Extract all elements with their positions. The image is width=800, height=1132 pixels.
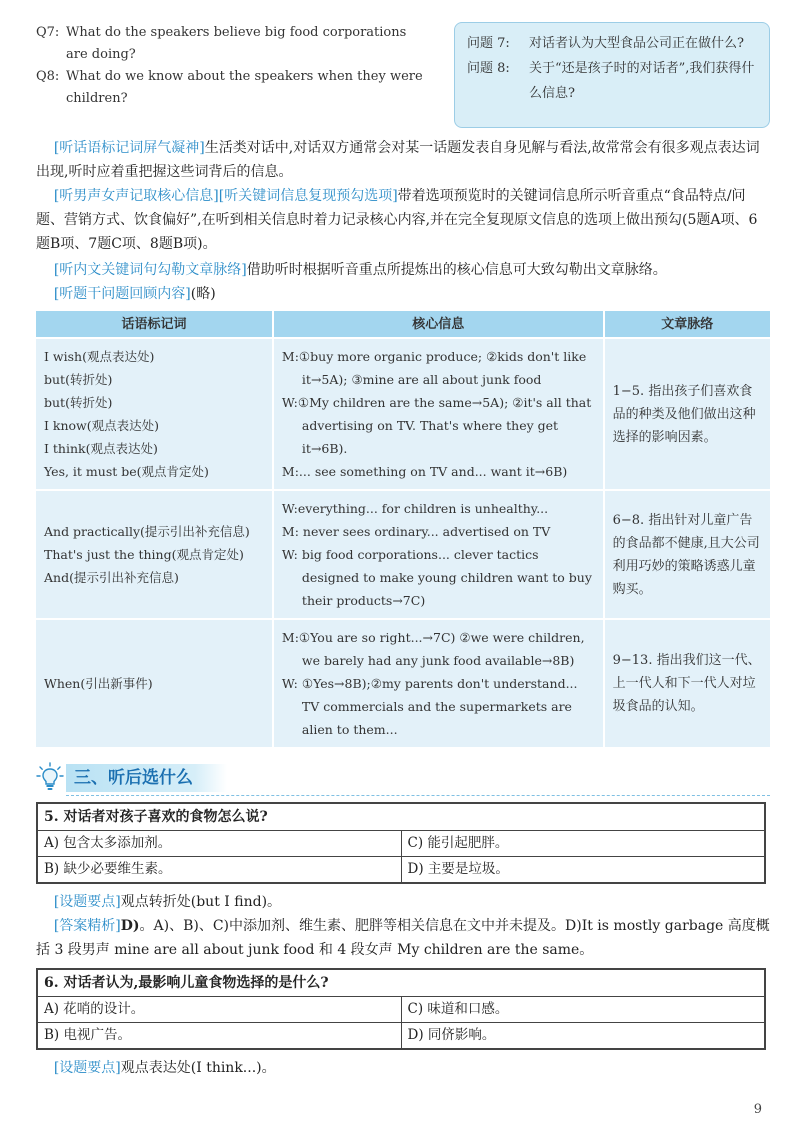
paragraph-tag: [听男声女声记取核心信息][听关键词信息复现预勾选项] xyxy=(53,188,398,204)
option-d[interactable]: D) 主要是垃圾。 xyxy=(401,857,765,882)
options-row xyxy=(38,831,764,856)
answer-text: 。A)、B)、C)中添加剂、维生素、肥胖等相关信息在文中并未提及。D)It is mostly garbage 高度概括 3 段男声 mine are all about junk food 和 4 段女声 My children are the same。 xyxy=(36,918,770,958)
question-5-box xyxy=(36,802,766,884)
marker-item: And(提示引出补充信息) xyxy=(44,570,179,585)
key-point-text: 观点转折处(but I find)。 xyxy=(120,894,282,910)
table-header: 核心信息 xyxy=(273,311,604,338)
paragraph-core-info xyxy=(36,184,770,256)
paragraph-markers xyxy=(36,136,770,184)
question-5-stem: 5. 对话者对孩子喜欢的食物怎么说? xyxy=(38,804,764,831)
table-header: 文章脉络 xyxy=(604,311,770,338)
marker-item: And practically(提示引出补充信息) xyxy=(44,524,250,539)
q5-key-point xyxy=(36,890,770,914)
table-header: 话语标记词 xyxy=(36,311,273,338)
marker-item: but(转折处) xyxy=(44,395,113,410)
core-item: M:... see something on TV and... want it→6B) xyxy=(281,464,568,479)
page-number: 9 xyxy=(753,1102,762,1117)
option-d[interactable]: D) 同侪影响。 xyxy=(401,1023,765,1048)
options-row xyxy=(38,1022,764,1048)
question-preview xyxy=(36,22,770,128)
option-c[interactable]: C) 能引起肥胖。 xyxy=(401,831,765,856)
question-en-7: Q7: What do the speakers believe big food corporations are doing? xyxy=(36,25,407,62)
q5-answer-analysis xyxy=(36,914,770,962)
paragraph-review xyxy=(36,282,770,306)
question-cn-7: 问题 7: 对话者认为大型食品公司正在做什么? xyxy=(467,36,744,51)
section-title: 三、听后选什么 xyxy=(66,764,227,792)
paragraph-text: 借助听时根据听音重点所提炼出的核心信息可大致勾勒出文章脉络。 xyxy=(246,262,667,278)
section-divider xyxy=(66,795,770,796)
key-point-text: 观点表达处(I think...)。 xyxy=(120,1060,276,1076)
paragraph-text: 生活类对话中,对话双方通常会对某一话题发表自身见解与看法,故常常会有很多观点表达词出现,听时应着重把握这些词背后的信息。 xyxy=(36,140,760,180)
table-cell-markers xyxy=(36,619,273,747)
key-point-tag: [设题要点] xyxy=(53,1060,121,1076)
options-row xyxy=(38,856,764,882)
paragraph-text: (略) xyxy=(190,286,216,302)
question-6-stem: 6. 对话者认为,最影响儿童食物选择的是什么? xyxy=(38,970,764,997)
option-c[interactable]: C) 味道和口感。 xyxy=(401,997,765,1022)
marker-item: That's just the thing(观点肯定处) xyxy=(44,547,244,562)
questions-chinese-panel xyxy=(454,22,770,128)
marker-item: but(转折处) xyxy=(44,372,113,387)
paragraph-outline xyxy=(36,258,770,282)
table-cell-outline: 6−8. 指出针对儿童广告的食品都不健康,且大公司利用巧妙的策略诱惑儿童购买。 xyxy=(604,490,770,619)
option-b[interactable]: B) 缺少必要维生素。 xyxy=(44,861,172,877)
option-b[interactable]: B) 电视广告。 xyxy=(44,1027,131,1043)
paragraph-text: 带着选项预览时的关键词信息所示听音重点“食品特点/问题、营销方式、饮食偏好”,在听到相关信息时着力记录核心内容,并在完全复现原文信息的选项上做出预勾(5题A项、6题B项、7题C项、8题B项)。 xyxy=(36,188,758,252)
table-row xyxy=(36,338,770,490)
lightbulb-icon xyxy=(36,762,64,792)
key-point-tag: [设题要点] xyxy=(53,894,121,910)
table-cell-outline: 9−13. 指出我们这一代、上一代人和下一代人对垃圾食品的认知。 xyxy=(604,619,770,747)
analysis-table xyxy=(36,311,770,747)
table-cell-outline: 1−5. 指出孩子们喜欢食品的种类及他们做出这种选择的影响因素。 xyxy=(604,338,770,490)
core-item: M:①You are so right...→7C) ②we were children, we barely had any junk food available→8B) xyxy=(281,630,585,668)
table-cell-markers xyxy=(36,490,273,619)
marker-item: When(引出新事件) xyxy=(44,676,153,691)
table-cell-core xyxy=(273,338,604,490)
table-cell-core xyxy=(273,490,604,619)
table-cell-markers xyxy=(36,338,273,490)
core-item: W:everything... for children is unhealthy... xyxy=(281,501,549,516)
question-en-8: Q8: What do we know about the speakers when they were children? xyxy=(36,69,423,106)
marker-item: I know(观点表达处) xyxy=(44,418,160,433)
marker-item: I wish(观点表达处) xyxy=(44,349,155,364)
core-item: W: big food corporations... clever tactics designed to make young children want to buy their products→7C) xyxy=(281,547,592,608)
core-item: M: never sees ordinary... advertised on TV xyxy=(281,524,551,539)
option-a[interactable]: A) 花哨的设计。 xyxy=(44,1001,145,1017)
section-heading xyxy=(36,760,770,796)
core-item: W:①My children are the same→5A); ②it's all that advertising on TV. That's where they get it→6B). xyxy=(281,395,592,456)
marker-item: I think(观点表达处) xyxy=(44,441,158,456)
options-row xyxy=(38,997,764,1022)
question-6-box xyxy=(36,968,766,1050)
marker-item: Yes, it must be(观点肯定处) xyxy=(44,464,209,479)
q6-key-point xyxy=(36,1056,770,1080)
core-item: M:①buy more organic produce; ②kids don't like it→5A); ③mine are all about junk food xyxy=(281,349,587,387)
paragraph-tag: [听内文关键词句勾勒文章脉络] xyxy=(53,262,247,278)
core-item: W: ①Yes→8B);②my parents don't understand... TV commercials and the supermarkets are alien to them... xyxy=(281,676,578,737)
questions-english xyxy=(36,22,426,128)
option-a[interactable]: A) 包含太多添加剂。 xyxy=(44,835,172,851)
table-cell-core xyxy=(273,619,604,747)
table-header-row xyxy=(36,311,770,338)
paragraph-tag: [听题干问题回顾内容] xyxy=(53,286,191,302)
answer-tag: [答案精析] xyxy=(53,918,121,934)
paragraph-tag: [听话语标记词屏气凝神] xyxy=(53,140,205,156)
table-row xyxy=(36,619,770,747)
question-cn-8: 问题 8: 关于“还是孩子时的对话者”,我们获得什么信息? xyxy=(467,61,755,101)
table-row xyxy=(36,490,770,619)
answer-letter: D) xyxy=(120,918,140,934)
